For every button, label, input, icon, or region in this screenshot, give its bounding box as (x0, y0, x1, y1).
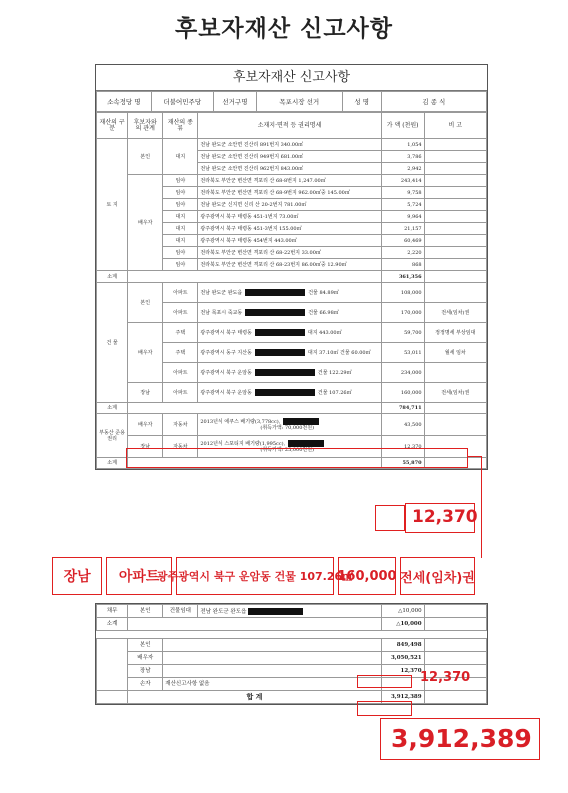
building-detail-area: 대지 37.10㎡ 건물 60.00㎡ (307, 350, 371, 356)
land-note (424, 247, 486, 259)
highlight-banner (52, 557, 475, 595)
land-category: 토 지 (97, 139, 128, 271)
election-value: 목포시장 선거 (256, 92, 342, 112)
building-row (97, 283, 487, 303)
land-subtotal-note (424, 271, 486, 283)
building-kind: 아파트 (163, 303, 198, 323)
land-kind: 임야 (163, 187, 198, 199)
building-kind: 주택 (163, 323, 198, 343)
building-category: 건 물 (97, 283, 128, 403)
vehicle-note (424, 414, 486, 436)
land-subtotal-row (97, 271, 487, 283)
land-detail: 광주광역시 북구 태령동 451-3번지 155.00㎡ (198, 223, 381, 235)
asset-declaration-sheet (95, 64, 488, 470)
building-subtotal-blank (128, 403, 382, 414)
header-relation: 후보자와 의 관계 (128, 113, 163, 139)
building-relation: 배우자 (128, 323, 163, 383)
debt-summary-table (96, 604, 487, 704)
redaction-bar (283, 418, 319, 425)
summary-note (163, 639, 381, 652)
callout-son-summary: 12,370 (420, 670, 471, 685)
debt-subtotal-label: 소계 (97, 618, 128, 631)
header-note: 비 고 (424, 113, 486, 139)
highlight-son-apartment-row (126, 448, 468, 468)
building-detail (198, 363, 381, 383)
land-kind: 대지 (163, 139, 198, 175)
land-subtotal-blank (128, 271, 382, 283)
redaction-bar (255, 369, 315, 376)
total-label: 합 계 (128, 691, 382, 704)
name-label: 성 명 (342, 92, 381, 112)
building-section (97, 283, 487, 414)
land-note (424, 139, 486, 151)
building-detail-address: 광주광역시 동구 지산동 (200, 350, 252, 356)
land-value: 868 (381, 259, 424, 271)
election-label: 선거구명 (213, 92, 256, 112)
summary-note (163, 665, 381, 678)
building-row (97, 323, 487, 343)
vehicle-kind: 자동차 (163, 414, 198, 436)
vehicle-subtotal-label: 소계 (97, 458, 128, 469)
vehicle-category: 부동산 준용권리 (97, 414, 128, 458)
summary-extra (424, 639, 486, 652)
building-detail-area: 건물 122.29㎡ (317, 370, 352, 376)
land-detail: 광주광역시 북구 태령동 454번지 443.00㎡ (198, 235, 381, 247)
building-value: 108,000 (381, 283, 424, 303)
highlight-son-summary (357, 675, 412, 688)
debt-kind: 건물임대 (163, 605, 198, 618)
building-detail (198, 283, 381, 303)
land-subtotal-value: 361,356 (381, 271, 424, 283)
party-value: 더불어민주당 (151, 92, 213, 112)
land-detail: 전라북도 부안군 변산면 격포리 산 68-22번지 33.00㎡ (198, 247, 381, 259)
land-kind: 대지 (163, 223, 198, 235)
building-detail-area: 건물 66.98㎡ (308, 310, 339, 316)
building-subtotal-value: 784,711 (381, 403, 424, 414)
party-label: 소속정당 명 (97, 92, 152, 112)
building-relation: 본인 (128, 283, 163, 323)
debt-detail-text: 전남 완도군 완도읍 (200, 608, 247, 615)
building-note (424, 363, 486, 383)
total-row (97, 691, 487, 704)
land-value: 2,220 (381, 247, 424, 259)
building-note: 정정명세 부상임대 (424, 323, 486, 343)
land-detail: 전남 완도군 소안면 진산리 962번지 843.00㎡ (198, 163, 381, 175)
building-detail-area: 건물 107.26㎡ (317, 390, 352, 396)
vehicle-detail-model: 2013년식 에쿠스 배기량(3,778cc), (200, 419, 281, 425)
candidate-info-table (96, 91, 487, 112)
vehicle-row (97, 414, 487, 436)
land-value: 243,414 (381, 175, 424, 187)
summary-label: 배우자 (128, 652, 163, 665)
callout-connector-side (481, 456, 482, 558)
redaction-bar (245, 289, 305, 296)
land-detail: 전라북도 부안군 변산면 격포리 산 68-23번지 86.00㎡중 12.90㎡ (198, 259, 381, 271)
building-detail (198, 343, 381, 363)
land-kind: 대지 (163, 211, 198, 223)
building-note (424, 283, 486, 303)
redaction-bar (245, 309, 305, 316)
name-value: 김 종 식 (381, 92, 486, 112)
land-value: 21,157 (381, 223, 424, 235)
summary-value: 12,370 (381, 665, 424, 678)
building-detail-area: 대지 443.00㎡ (307, 330, 342, 336)
debt-value: △10,000 (381, 605, 424, 618)
land-value: 3,786 (381, 151, 424, 163)
land-note (424, 199, 486, 211)
land-value: 60,469 (381, 235, 424, 247)
summary-note: 재산신고사항 없음 (163, 678, 381, 691)
highlight-son-car-value (375, 505, 405, 531)
sheet-title: 후보자재산 신고사항 (96, 65, 487, 91)
building-detail-address: 전남 목포시 죽교동 (200, 310, 243, 316)
building-value: 170,000 (381, 303, 424, 323)
debt-subtotal-note (424, 618, 486, 631)
land-kind: 임야 (163, 199, 198, 211)
total-blank (97, 691, 128, 704)
building-detail-address: 전남 완도군 완도읍 (200, 290, 243, 296)
vehicle-detail-model: 2012년식 스포티지 배기량(1,995cc), (200, 441, 286, 447)
land-note (424, 175, 486, 187)
vehicle-relation: 장남 (128, 436, 163, 458)
land-row (97, 175, 487, 187)
land-detail: 전라북도 부안군 변산면 격포리 산 68-8번지 1,247.00㎡ (198, 175, 381, 187)
building-note: 전세(임차)권 (424, 383, 486, 403)
vehicle-kind: 자동차 (163, 436, 198, 458)
land-relation: 배우자 (128, 175, 163, 271)
asset-table (96, 112, 487, 469)
debt-subtotal-blank (128, 618, 382, 631)
callout-vehicle-value: 12,370 (412, 507, 478, 527)
land-value: 2,942 (381, 163, 424, 175)
vehicle-value: 43,500 (381, 414, 424, 436)
vehicle-detail-price: (취득가액: 25,000천원) (260, 447, 315, 453)
vehicle-subtotal-value: 55,870 (381, 458, 424, 469)
land-detail: 전남 완도군 소안면 진산리 949번지 681.00㎡ (198, 151, 381, 163)
redaction-bar (288, 440, 324, 447)
redaction-bar (255, 349, 305, 356)
callout-connector-top (468, 456, 482, 457)
land-kind: 대지 (163, 235, 198, 247)
debt-detail (198, 605, 381, 618)
summary-row (97, 652, 487, 665)
page-title: 후보자재산 신고사항 (175, 16, 393, 42)
building-subtotal-note (424, 403, 486, 414)
land-note (424, 151, 486, 163)
summary-extra (424, 652, 486, 665)
building-detail (198, 323, 381, 343)
building-detail-address: 광주광역시 북구 태령동 (200, 330, 252, 336)
debt-relation: 본인 (128, 605, 163, 618)
land-note (424, 235, 486, 247)
land-note (424, 163, 486, 175)
building-value: 53,011 (381, 343, 424, 363)
land-kind: 임야 (163, 259, 198, 271)
building-value: 234,000 (381, 363, 424, 383)
land-note (424, 259, 486, 271)
building-detail-address: 광주광역시 북구 운암동 (200, 390, 252, 396)
summary-value: 3,050,521 (381, 652, 424, 665)
debt-label: 채무 (97, 605, 128, 618)
debt-row (97, 605, 487, 618)
summary-label: 본인 (128, 639, 163, 652)
land-kind: 임야 (163, 175, 198, 187)
building-detail-address: 광주광역시 북구 운암동 (200, 370, 252, 376)
debt-summary-sheet (95, 603, 488, 705)
debt-subtotal-value: △10,000 (381, 618, 424, 631)
land-value: 9,964 (381, 211, 424, 223)
header-kind: 재산의 종 류 (163, 113, 198, 139)
building-kind: 아파트 (163, 383, 198, 403)
building-row (97, 383, 487, 403)
land-section (97, 139, 487, 283)
banner-value: 160,000 (338, 557, 396, 595)
building-value: 160,000 (381, 383, 424, 403)
land-row (97, 139, 487, 151)
summary-row (97, 639, 487, 652)
land-note (424, 223, 486, 235)
banner-detail: 광주광역시 북구 운암동 건물 107.26㎡ (176, 557, 334, 595)
debt-subtotal-row (97, 618, 487, 631)
building-relation: 장남 (128, 383, 163, 403)
summary-note (163, 652, 381, 665)
summary-label: 장남 (128, 665, 163, 678)
land-value: 9,758 (381, 187, 424, 199)
vehicle-detail-price: (취득가액: 70,000천원) (260, 425, 315, 431)
land-note (424, 187, 486, 199)
summary-value: 849,498 (381, 639, 424, 652)
summary-blank (97, 639, 128, 691)
land-subtotal-label: 소계 (97, 271, 128, 283)
debt-note (424, 605, 486, 618)
banner-kind: 아파트 (106, 557, 172, 595)
highlight-total (357, 701, 412, 716)
land-kind: 임야 (163, 247, 198, 259)
land-value: 5,724 (381, 199, 424, 211)
banner-note: 전세(임차)권 (400, 557, 475, 595)
land-value: 1,054 (381, 139, 424, 151)
vehicle-detail (198, 414, 381, 436)
building-kind: 주택 (163, 343, 198, 363)
redaction-bar (248, 608, 303, 615)
header-category: 재산의 구 분 (97, 113, 128, 139)
building-detail-area: 건물 84.89㎡ (308, 290, 339, 296)
land-detail: 전남 완도군 소안면 진산리 891번지 340.00㎡ (198, 139, 381, 151)
redaction-bar (255, 329, 305, 336)
banner-relation: 장남 (52, 557, 102, 595)
building-note: 전세(임차)권 (424, 303, 486, 323)
land-detail: 전라북도 부안군 변산면 격포리 산 68-9번지 962.00㎡중 145.00㎡ (198, 187, 381, 199)
land-detail: 전남 완도군 신지면 신리 산 20-2번지 781.00㎡ (198, 199, 381, 211)
land-relation: 본인 (128, 139, 163, 175)
building-kind: 아파트 (163, 363, 198, 383)
building-subtotal-label: 소계 (97, 403, 128, 414)
vehicle-value: 12,370 (381, 436, 424, 458)
total-note (424, 691, 486, 704)
spacer-row (97, 631, 487, 639)
land-detail: 광주광역시 북구 태령동 451-1번지 73.00㎡ (198, 211, 381, 223)
building-detail (198, 303, 381, 323)
land-note (424, 211, 486, 223)
vehicle-relation: 배우자 (128, 414, 163, 436)
callout-total-value: 3,912,389 (391, 724, 532, 753)
building-note: 월세 임차 (424, 343, 486, 363)
header-detail: 소재지·면적 등 권리명세 (198, 113, 381, 139)
building-detail (198, 383, 381, 403)
building-value: 59,700 (381, 323, 424, 343)
building-kind: 아파트 (163, 283, 198, 303)
building-subtotal-row (97, 403, 487, 414)
summary-label: 손자 (128, 678, 163, 691)
redaction-bar (255, 389, 315, 396)
header-value: 가 액 (천원) (381, 113, 424, 139)
total-value: 3,912,389 (381, 691, 424, 704)
